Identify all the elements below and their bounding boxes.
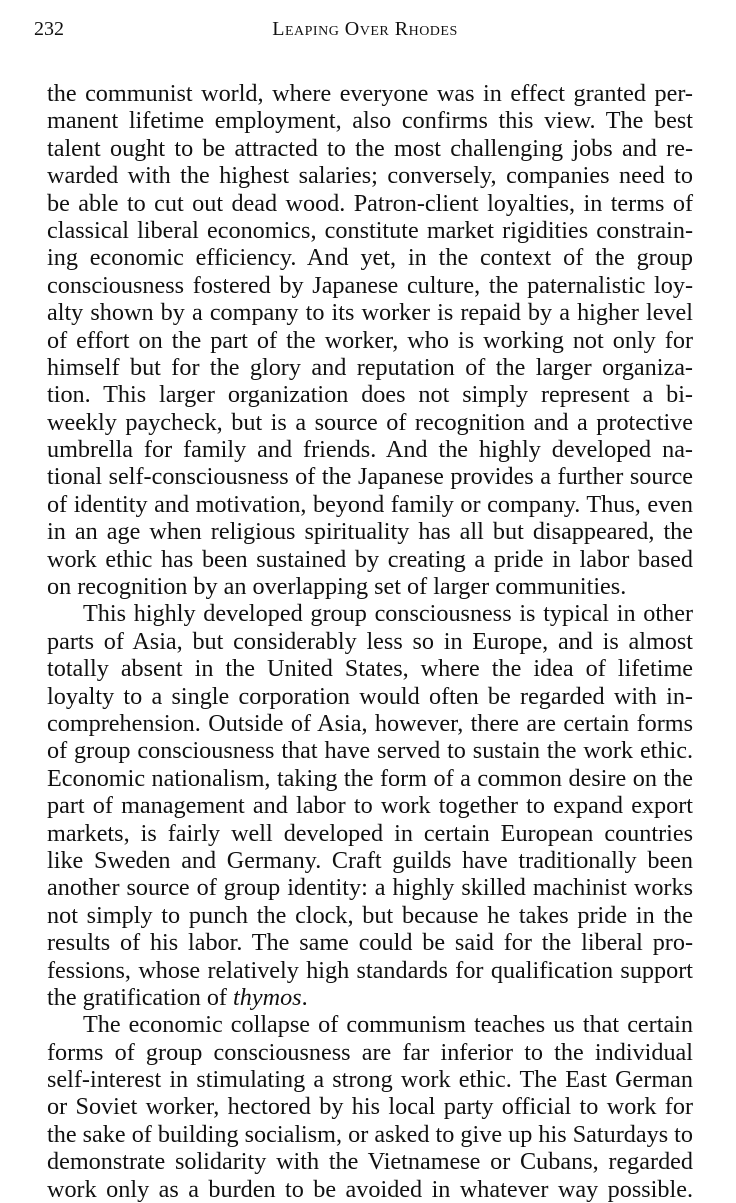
text-line [47,984,693,1011]
text-line: consciousness fostered by Japanese culture, the paternalistic loy- [47,271,693,299]
text-line: umbrella for family and friends. And the highly developed na- [47,436,693,464]
text-line: The economic collapse of communism teaches us that certain [83,1011,693,1039]
text-line: manent lifetime employment, also confirms this view. The best [47,107,693,135]
text-line: self-interest in stimulating a strong work ethic. The East German [47,1066,693,1094]
running-title: Leaping Over Rhodes [272,18,458,40]
text-line: part of management and labor to work together to expand export [47,792,693,820]
text-line: tion. This larger organization does not simply represent a bi- [47,381,693,409]
text-line: loyalty to a single corporation would often be regarded with in- [47,682,693,710]
text-line: the sake of building socialism, or asked to give up his Saturdays to [47,1120,693,1148]
text-line: Economic nationalism, taking the form of a common desire on the [47,764,693,792]
text-line: on recognition by an overlapping set of larger communities. [47,573,627,601]
text-line: of effort on the part of the worker, who is working not only for [47,326,693,354]
text-line: demonstrate solidarity with the Vietnamese or Cubans, regarded [47,1148,693,1176]
text-line: of identity and motivation, beyond family or company. Thus, even [47,490,693,518]
paragraph-3 [47,1011,693,1203]
text-line: be able to cut out dead wood. Patron-client loyalties, in terms of [47,189,693,217]
body-text [47,80,693,1203]
text-line: comprehension. Outside of Asia, however, there are certain forms [47,709,693,737]
text-line: in an age when religious spirituality has all but disappeared, the [47,518,693,546]
text-line: results of his labor. The same could be said for the liberal pro- [47,929,693,957]
text-line: totally absent in the United States, where the idea of lifetime [47,655,693,683]
text-line: warded with the highest salaries; conversely, companies need to [47,162,693,190]
running-head [34,14,696,44]
text-line: of group consciousness that have served to sustain the work ethic. [47,737,693,765]
paragraph-2 [47,600,693,1011]
text-line: himself but for the glory and reputation of the larger organiza- [47,353,693,381]
text-line: the communist world, where everyone was in effect granted per- [47,80,693,107]
text-line: tional self-consciousness of the Japanese provides a further source [47,463,693,491]
text-line: work ethic has been sustained by creating a pride in labor based [47,545,693,573]
text-line: This highly developed group consciousness is typical in other [83,600,693,628]
text-line: not simply to punch the clock, but because he takes pride in the [47,901,693,929]
text-line: or Soviet worker, hectored by his local party official to work for [47,1093,693,1121]
page-number: 232 [34,18,64,40]
text-line: markets, is fairly well developed in certain European countries [47,819,693,847]
text-line: talent ought to be attracted to the most challenging jobs and re- [47,134,693,162]
text-fragment: . [301,983,308,1011]
text-line: classical liberal economics, constitute market rigidities constrain- [47,216,693,244]
paragraph-1 [47,80,693,600]
text-line: weekly paycheck, but is a source of recognition and a protective [47,408,693,436]
text-line: work only as a burden to be avoided in whatever way possible. [47,1175,693,1203]
text-fragment: the gratification of [47,983,234,1011]
text-line: ing economic efficiency. And yet, in the context of the group [47,244,693,272]
text-line: alty shown by a company to its worker is repaid by a higher level [47,299,693,327]
text-line: parts of Asia, but considerably less so in Europe, and is almost [47,627,693,655]
text-line: like Sweden and Germany. Craft guilds have traditionally been [47,846,693,874]
text-line: another source of group identity: a highly skilled machinist works [47,874,693,902]
text-line: forms of group consciousness are far inferior to the individual [47,1038,693,1066]
text-line: fessions, whose relatively high standards for qualification support [47,956,693,984]
italic-term: thymos [233,983,302,1011]
